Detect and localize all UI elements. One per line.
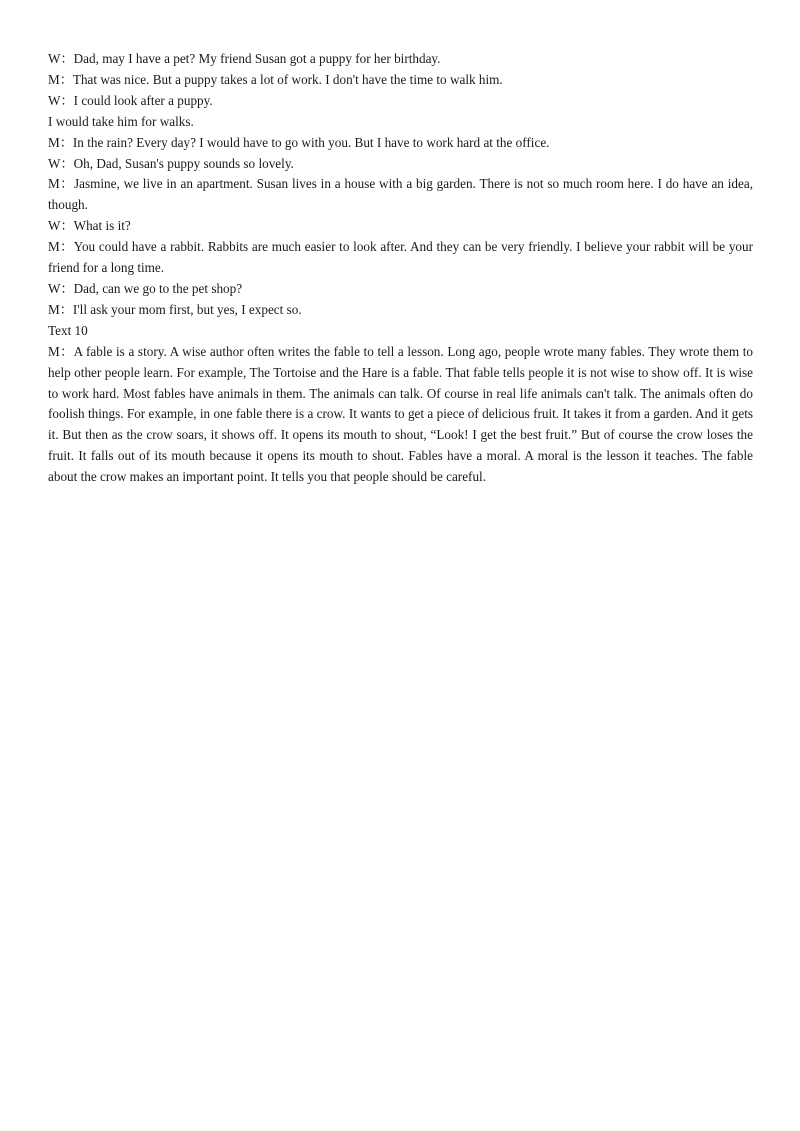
dialogue-line: I would take him for walks. xyxy=(48,113,194,129)
document-body xyxy=(48,49,753,488)
dialogue-line: M：In the rain? Every day? I would have to go with you. But I have to work hard at the office. xyxy=(48,134,550,150)
dialogue-line: W：I could look after a puppy. xyxy=(48,92,213,108)
dialogue-paragraph: M：You could have a rabbit. Rabbits are much easier to look after. And they can be very friendly. I believe your rabbit will be your friend for a long time. xyxy=(48,239,753,276)
dialogue-line: W：Dad, can we go to the pet shop? xyxy=(48,280,243,296)
monologue-paragraph: M：A fable is a story. A wise author often writes the fable to tell a lesson. Long ago, people wrote many fables. They wrote them to help other people learn. For example, The Tortoise and the Hare is a fable. That fable tells people it is not wise to show off. It is wise to work hard. Most fables have animals in them. The animals can talk. Of course in real life animals can't talk. The animals often do foolish things. For example, in one fable there is a crow. It wants to get a piece of delicious fruit. It takes it from a garden. And it gets it. But then as the crow soars, it shows off. It opens its mouth to shout, “Look! I get the best fruit.” But of course the crow loses the fruit. It falls out of its mouth because it opens its mouth to shout. Fables have a moral. A moral is the lesson it teaches. The fable about the crow makes an important point. It tells you that people should be careful. xyxy=(48,343,753,485)
section-heading: Text 10 xyxy=(48,322,88,338)
dialogue-line: M：I'll ask your mom first, but yes, I expect so. xyxy=(48,301,302,317)
dialogue-line: W：Dad, may I have a pet? My friend Susan got a puppy for her birthday. xyxy=(48,51,441,66)
dialogue-paragraph: M：Jasmine, we live in an apartment. Susan lives in a house with a big garden. There is not so much room here. I do have an idea, though. xyxy=(48,176,753,213)
dialogue-line: M：That was nice. But a puppy takes a lot of work. I don't have the time to walk him. xyxy=(48,71,503,87)
dialogue-line: W：Oh, Dad, Susan's puppy sounds so lovely. xyxy=(48,155,294,171)
dialogue-line: W：What is it? xyxy=(48,218,131,234)
